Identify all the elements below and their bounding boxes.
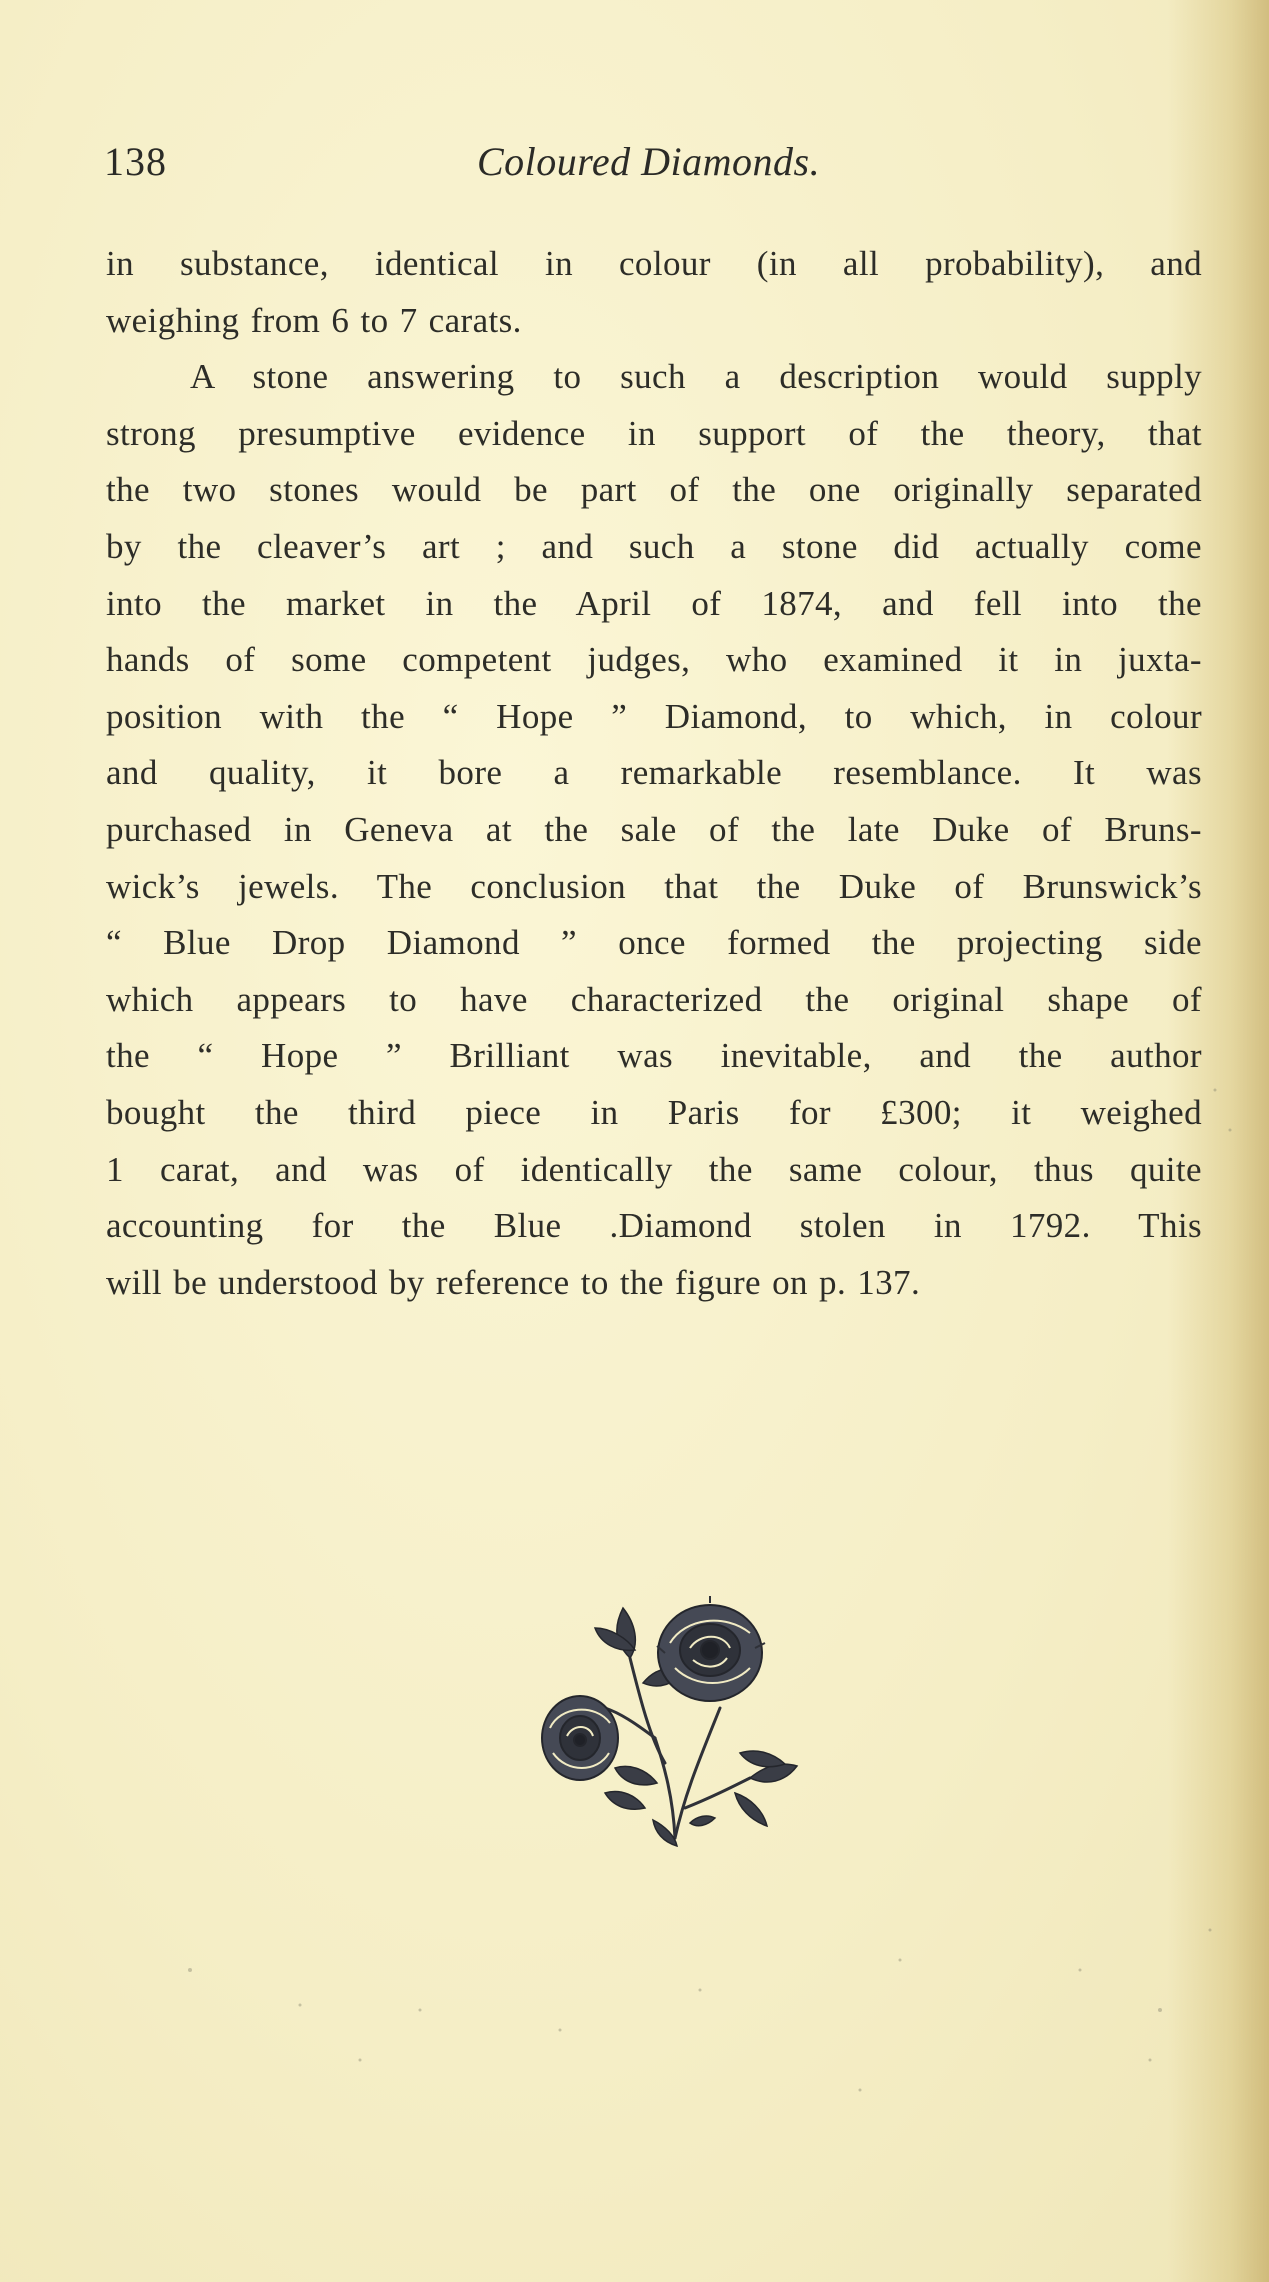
text-line: and quality, it bore a remarkable resemblance. It was: [106, 753, 1202, 793]
text-line: the two stones would be part of the one originally separated: [106, 470, 1202, 510]
text-line: the “ Hope ” Brilliant was inevitable, and the author: [106, 1036, 1202, 1076]
text-line: in substance, identical in colour (in all probability), and: [106, 244, 1202, 283]
running-head: [104, 138, 1204, 188]
text-line: position with the “ Hope ” Diamond, to which, in colour: [106, 696, 1202, 736]
text-line: accounting for the Blue .Diamond stolen in 1792. This: [106, 1206, 1202, 1246]
text-line: which appears to have characterized the original shape of: [106, 979, 1202, 1019]
text-line: into the market in the April of 1874, and fell into the: [106, 583, 1202, 623]
text-line: will be understood by reference to the figure on p. 137.: [106, 1262, 921, 1302]
body-text: [106, 236, 1202, 1311]
text-line: “ Blue Drop Diamond ” once formed the projecting side: [106, 923, 1202, 963]
text-line: bought the third piece in Paris for £300; it weighed: [106, 1092, 1202, 1132]
running-title: Coloured Diamonds.: [477, 139, 821, 184]
page-number: 138: [104, 139, 167, 184]
text-line: purchased in Geneva at the sale of the late Duke of Bruns-: [106, 809, 1202, 849]
text-line: wick’s jewels. The conclusion that the Duke of Brunswick’s: [106, 866, 1202, 906]
text-line: strong presumptive evidence in support of the theory, that: [106, 413, 1202, 453]
rose-tailpiece-icon: [535, 1588, 805, 1848]
text-line: hands of some competent judges, who examined it in juxta-: [106, 640, 1202, 680]
text-line: A stone answering to such a description would supply: [190, 357, 1202, 397]
text-line: by the cleaver’s art ; and such a stone did actually come: [106, 526, 1202, 566]
text-line: weighing from 6 to 7 carats.: [106, 300, 522, 340]
text-line: 1 carat, and was of identically the same colour, thus quite: [106, 1149, 1202, 1189]
